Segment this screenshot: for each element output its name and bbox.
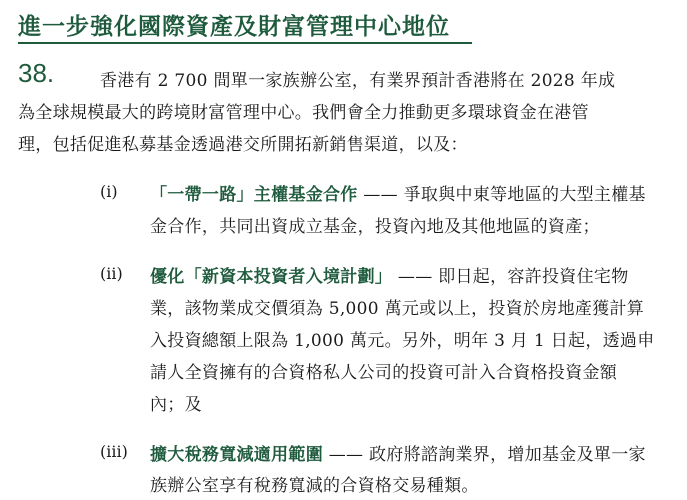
- item-ii-line: 請人全資擁有的合資格私人公司的投資可計入合資格投資金額: [150, 363, 618, 383]
- item-iii-first-line-text: —— 政府將諮詢業界，增加基金及單一家: [323, 445, 646, 465]
- item-ii-line: 入投資總額上限為 1,000 萬元。另外，明年 3 月 1 日起，透過申: [150, 331, 655, 351]
- item-i-title: 「一帶一路」主權基金合作: [150, 185, 358, 205]
- paragraph-number: 38.: [18, 58, 55, 88]
- item-iii-line: 族辦公室享有稅務寬減的合資格交易種類。: [150, 476, 479, 496]
- item-ii-line: 業，該物業成交價須為 5,000 萬元或以上，投資於房地產獲計算: [150, 299, 645, 319]
- heading-underline: [18, 42, 472, 44]
- item-i-line: 金合作，共同出資成立基金，投資內地及其他地區的資產；: [150, 217, 600, 237]
- item-iii-title: 擴大稅務寬減適用範圍: [150, 445, 323, 465]
- item-label-i: (i): [100, 182, 118, 201]
- paragraph-line: 香港有 2 700 間單一家族辦公室，有業界預計香港將在 2028 年成: [100, 71, 616, 91]
- item-label-ii: (ii): [100, 264, 123, 283]
- paragraph-line: 理，包括促進私募基金透過港交所開拓新銷售渠道，以及：: [18, 135, 468, 155]
- item-ii-first-line-text: —— 即日起，容許投資住宅物: [392, 267, 629, 287]
- item-ii-title: 優化「新資本投資者入境計劃」: [150, 267, 393, 287]
- item-label-iii: (iii): [100, 442, 128, 461]
- item-i-first-line-text: —— 爭取與中東等地區的大型主權基: [357, 185, 646, 205]
- paragraph-line: 為全球規模最大的跨境財富管理中心。我們會全力推動更多環球資金在港管: [18, 103, 589, 123]
- item-i-first-line: [150, 180, 646, 205]
- item-ii-line: 內；及: [150, 395, 202, 415]
- item-iii-first-line: [150, 440, 646, 465]
- item-ii-first-line: [150, 262, 629, 287]
- section-heading: 進一步強化國際資產及財富管理中心地位: [18, 14, 450, 40]
